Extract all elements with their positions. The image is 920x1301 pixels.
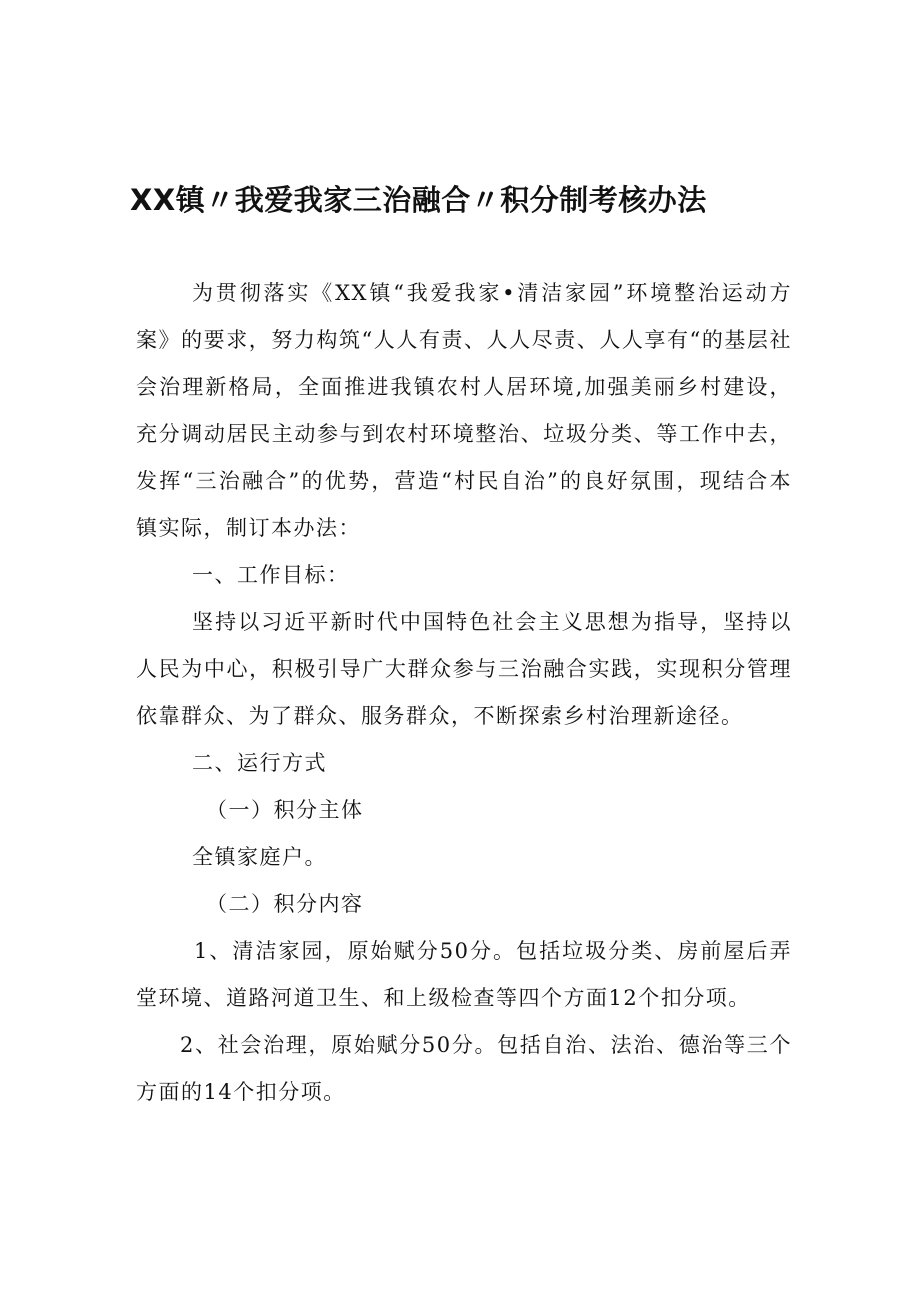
document-title: XX镇〃我爱我家三治融合〃积分制考核办法 [130, 183, 707, 217]
section-heading-operation: 二、运行方式 [192, 751, 327, 775]
points-content-item-2: 2、社会治理，原始赋分50分。包括自治、法治、德治等三个方面的14个扣分项。 [136, 1033, 792, 1104]
subheading-points-content: （二）积分内容 [206, 892, 364, 916]
document-body [136, 270, 792, 1116]
points-subject-paragraph: 全镇家庭户。 [192, 845, 327, 869]
section-heading-work-goals: 一、工作目标： [192, 563, 350, 587]
intro-paragraph: 为贯彻落实《XX镇“我爱我家•清洁家园”环境整治运动方案》的要求，努力构筑“人人有责、人人尽责、人人享有“的基层社会治理新格局，全面推进我镇农村人居环境,加强美丽乡村建设，充分调动居民主动参与到农村环境整治、垃圾分类、等工作中去，发挥“三治融合”的优势，营造“村民自治”的良好氛围，现结合本镇实际，制订本办法： [136, 281, 792, 540]
work-goals-paragraph: 坚持以习近平新时代中国特色社会主义思想为指导，坚持以人民为中心，积极引导广大群众参与三治融合实践，实现积分管理依靠群众、为了群众、服务群众，不断探索乡村治理新途径。 [136, 610, 792, 728]
points-content-item-1: 1、清洁家园，原始赋分50分。包括垃圾分类、房前屋后弄堂环境、道路河道卫生、和上级检查等四个方面12个扣分项。 [136, 939, 792, 1010]
subheading-points-subject: （一）积分主体 [206, 798, 364, 822]
